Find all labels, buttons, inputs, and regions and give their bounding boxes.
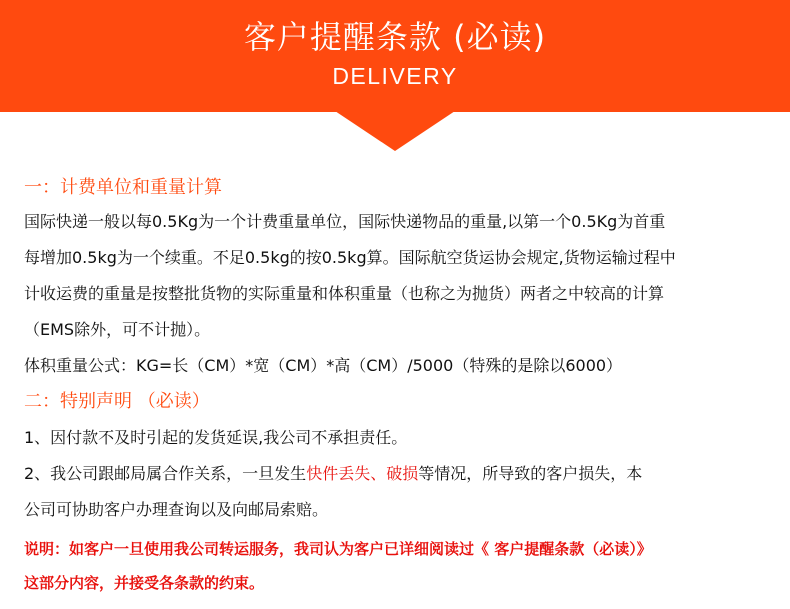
banner-arrow-notch: [335, 111, 455, 151]
section-heading-billing: 一：计费单位和重量计算: [24, 177, 222, 198]
declaration-item-2-suffix: 等情况，所导致的客户损失，本: [418, 464, 643, 483]
header-banner: [0, 0, 790, 112]
volume-weight-formula: 体积重量公式：KG=长（CM）*宽（CM）*高（CM）/5000（特殊的是除以6000）: [24, 356, 623, 375]
declaration-item-1: 1、因付款不及时引起的发货延误,我公司不承担责任。: [24, 428, 408, 447]
billing-text-line-1: 国际快递一般以每0.5Kg为一个计费重量单位，国际快递物品的重量,以第一个0.5Kg为首重: [24, 212, 666, 231]
billing-text-line-2: 每增加0.5kg为一个续重。不足0.5kg的按0.5kg算。国际航空货运协会规定,货物运输过程中: [24, 248, 676, 267]
section-heading-declaration: 二：特别声明 （必读）: [24, 391, 210, 412]
billing-text-line-3: 计收运费的重量是按整批货物的实际重量和体积重量（也称之为抛货）两者之中较高的计算: [24, 284, 665, 303]
notice-line-2: 这部分内容，并接受各条款的约束。: [24, 574, 265, 592]
billing-text-line-4: （EMS除外，可不计抛）。: [24, 320, 211, 339]
declaration-item-2-highlight: 快件丢失、破损: [306, 464, 419, 483]
declaration-item-2: [24, 462, 642, 486]
page-subtitle: DELIVERY: [332, 63, 458, 89]
page-title: 客户提醒条款 (必读): [243, 18, 547, 56]
declaration-item-2-continued: 公司可协助客户办理查询以及向邮局索赔。: [24, 500, 329, 519]
declaration-item-2-prefix: 2、我公司跟邮局属合作关系，一旦发生: [24, 464, 307, 483]
notice-line-1: 说明：如客户一旦使用我公司转运服务，我司认为客户已详细阅读过《 客户提醒条款（必读）》: [24, 540, 652, 558]
